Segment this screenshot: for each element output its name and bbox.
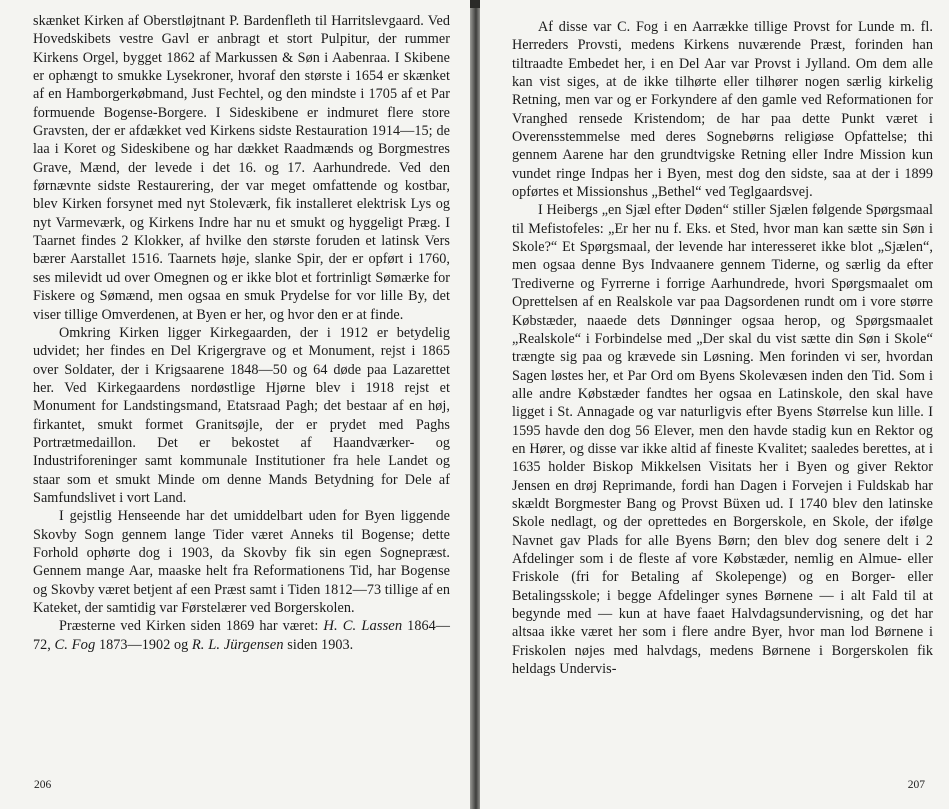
- clergy-paragraph: Præsterne ved Kirken siden 1869 har været: H. C. Lassen 1864—72, C. Fog 1873—1902 og R. L. Jürgensen siden 1903.: [33, 618, 450, 653]
- paragraph: I Heibergs „en Sjæl efter Døden“ stiller Sjælen følgende Spørgsmaal til Mefistofeles: „Er her nu f. Eks. et Sted, hvor man kan sætte sin Søn i Skole?“ Et Spørgsmaal, der levende har interesseret ikke blot „Sjælen“, men ogsaa denne Bys Indvaanere gennem Tiderne, og særlig da efter Trediverne og Fyrrerne i forrige Aarhundrede, hvori Spørgsmaalet om Oprettelsen af en Realskole var paa Dagsordenen rundt om i vore større Købstæder, naaede dets Dønninger ogsaa herop, og Spørgsmaalet „Realskole“ i Forbindelse med „Der skal du vist sætte din Søn i Skole“ trængte sig paa og krævede sin Løsning. Men forinden vi ser, hvordan Sagen løstes her, et Par Ord om Byens Skolevæsen inden den Tid. Som i alle andre Købstæder fandtes her ogsaa en Latinskole, den skal have ligget i St. Annagade og var naturligvis efter Byens Størrelse kun lille. I 1595 havde den dog 56 Elever, men den havde stadig kun en Rektor og en Hører, og disse var ikke altid af fineste Kvalitet; saaledes berettes, at i 1635 holder Biskop Mikkelsen Visitats her i Byen og giver Rektor Jensen en drøj Reprimande, fordi han Dagen i Forvejen i Fuldskab har skældt Borgmester Bang og Provst Büxen ud. I 1740 blev den latinske Skole nedlagt, og der oprettedes en Borgerskole, en Skole, der ifølge Navnet gav Plads for alle Byens Børn; den blev dog senere delt i 2 Afdelinger som i de fleste af vore Købstæder, nemlig en Almue- eller Friskole (fri for Betaling af Skolepenge) og en Borger- eller Betalingsskole; i begge Afdelinger synes Børnene — i alt Fald til at begynde med — kun at have faaet Halvdagsundervisning, og det har altsaa ikke været her som i flere andre Byer, hvor man lod Børnene i Friskolen nøjes med halvdags, medens Børnene i Borgerskolen fik heldags Undervis-: [512, 202, 933, 678]
- clergy-years: 1864—72,: [33, 618, 450, 653]
- paragraph: I gejstlig Henseende har det umiddelbart uden for Byen liggende Skovby Sogn gennem lange Tider været Anneks til Bogense; dette Forhold ophørte dog i 1903, da Skovby fik sin egen Sognepræst. Gennem mange Aar, maaske helt fra Reformationens Tid, har Bogense og Skovby været betjent af een Præst samt i Tiden 1812—73 tillige af en Kateket, der samtidig var Førstelærer ved Borgerskolen.: [33, 508, 450, 616]
- left-page-text: [33, 12, 450, 654]
- clergy-years: siden 1903.: [287, 636, 354, 653]
- clergy-name: R. L. Jürgensen: [191, 636, 284, 653]
- paragraph: skænket Kirken af Oberstløjtnant P. Bardenfleth til Harritslevgaard. Ved Hovedskibets vestre Gavl er anbragt et stort Pulpitur, der rummer Kirkens Orgel, bygget 1862 af Markussen & Søn i Aabenraa. I Skibene er ophængt to smukke Lysekroner, hvoraf den største i 1654 er skænket af en Hamborgerkøbmand, Just Fechtel, og den mindste i 1705 af et Par formuende Bogense-Borgere. I Sideskibene er indmuret flere store Gravsten, der er afdækket ved Kirkens sidste Restauration 1914—15; de laa i Koret og Sideskibene og har dækket Raadmænds og Borgmestres Grave, Mænd, der levede i det 16. og 17. Aarhundrede. Ved den førnævnte sidste Restaurering, der var meget omfattende og kostbar, blev Kirken forsynet med nyt Stoleværk, fik installeret elektrisk Lys og nyt Varmeværk, og Kirkens Indre har nu et smukt og hyggeligt Præg. I Taarnet findes 2 Klokker, af hvilke den største foruden et latinsk Vers bærer Aarstallet 1516. Taarnets høje, slanke Spir, der er opført i 1760, ses milevidt ud over Omegnen og er ikke blot et fortrinligt Sømærke for Fiskere og Sømænd, men ogsaa en smuk Prydelse for vor lille By, det viser tillige Omverdenen, at Byen er her, og hvor den er at finde.: [33, 13, 450, 323]
- book-gutter: [470, 0, 480, 809]
- right-page-text: [512, 18, 933, 678]
- page-number: 206: [34, 779, 52, 791]
- clergy-name: C. Fog: [54, 636, 96, 653]
- clergy-years: 1873—1902: [98, 636, 171, 653]
- paragraph: Omkring Kirken ligger Kirkegaarden, der i 1912 er betydelig udvidet; her findes en Del Krigergrave og et Monument, rejst i 1865 over Soldater, der i Krigsaarene 1848—50 og 64 døde paa Lazarettet her. Ved Kirkegaardens nordøstlige Hjørne blev i 1918 rejst et Monument for Landstingsmand, Etatsraad Pagh; det bestaar af en høj, firkantet, smukt formet Granitsøjle, der er prydet med Paghs Portrætmedaillon. Det er bekostet af Haandværker- og Industriforeninger samt kommunale Institutioner fra hele Landet og staar som et smukt Minde om denne Mands Betydning for Dele af Samfundslivet i vort Land.: [33, 324, 450, 506]
- right-page: [480, 0, 949, 809]
- clergy-intro: Præsterne ved Kirken siden 1869 har været:: [59, 618, 319, 635]
- left-page: [0, 0, 470, 809]
- page-number: 207: [907, 779, 925, 791]
- clergy-name: H. C. Lassen: [323, 618, 403, 635]
- paragraph: Af disse var C. Fog i en Aarrække tillige Provst for Lunde m. fl. Herreders Provsti, medens Kirkens nuværende Præst, forinden han tiltraadte Embedet her, i en Del Aar var Provst i Jylland. Om dem alle kan vist siges, at de ikke tilhørte eller tilhører nogen særlig kirkelig Retning, men var og er Forkyndere af den gamle ved Reformationen for Vranghed rensede Kristendom; de har paa dette Punkt været i Overensstemmelse med deres Sognebørns religiøse Opfattelse; thi gennem Aarene har den grundtvigske Retning eller Indre Mission kun vundet ringe Indpas her i Byen, mest dog den sidste, saa at der i 1899 opførtes et Missionshus „Bethel“ ved Teglgaardsvej.: [512, 19, 933, 201]
